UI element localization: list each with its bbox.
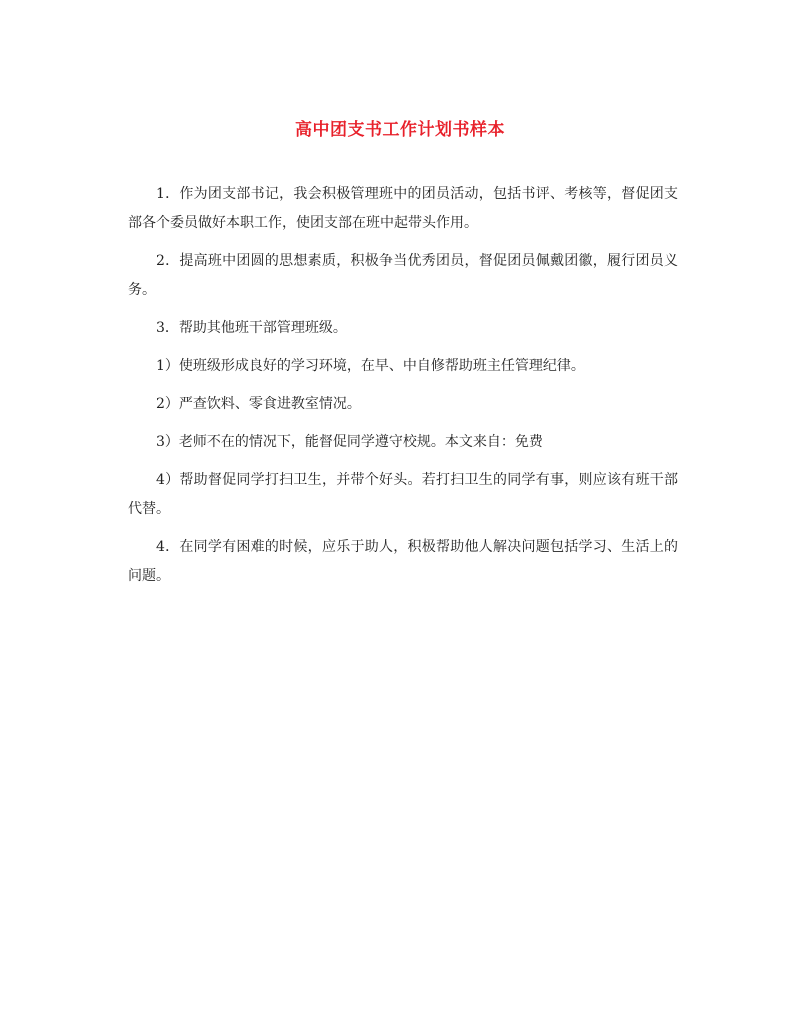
paragraph: 3）老师不在的情况下，能督促同学遵守校规。本文来自：免费 <box>156 434 543 450</box>
paragraph: 4．在同学有困难的时候，应乐于助人，积极帮助他人解决问题包括学习、生活上的问题。 <box>128 539 678 584</box>
paragraph: 1）使班级形成良好的学习环境，在早、中自修帮助班主任管理纪律。 <box>156 358 585 374</box>
paragraph: 1．作为团支部书记，我会积极管理班中的团员活动，包括书评、考核等，督促团支部各个委员做好本职工作，使团支部在班中起带头作用。 <box>128 186 678 231</box>
document-body <box>128 180 678 600</box>
paragraph: 2）严查饮料、零食进教室情况。 <box>156 396 361 412</box>
paragraph: 2．提高班中团圆的思想素质，积极争当优秀团员，督促团员佩戴团徽，履行团员义务。 <box>128 253 678 298</box>
paragraph: 4）帮助督促同学打扫卫生，并带个好头。若打扫卫生的同学有事，则应该有班干部代替。 <box>128 472 678 517</box>
paragraph: 3．帮助其他班干部管理班级。 <box>156 320 347 336</box>
document-title: 高中团支书工作计划书样本 <box>295 120 505 140</box>
